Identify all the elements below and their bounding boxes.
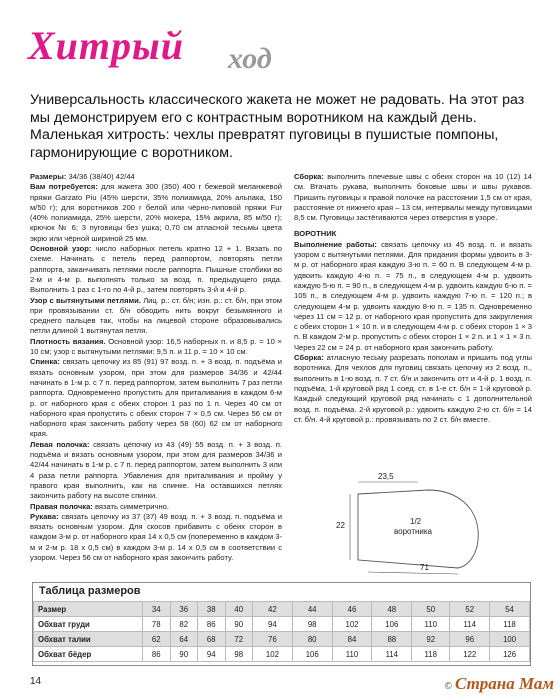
assembly-label: Сборка: [294,172,324,181]
table-cell: 126 [490,647,530,662]
lead-paragraph: Универсальность классического жакета не может не радовать. На этот раз мы демонстрируем его с контрастным воротником на каждый день. Маленькая хитрость: чехлы превратят пуговицы в пушистые помпоны, гармонирующие с воротником. [30,92,525,161]
table-cell: 40 [225,602,253,617]
assembly-text: выполнить плечевые швы с обеих сторон на 10 (12) 14 см. Втачать рукава, выполнить боковые швы и швы рукавов. Пришить пуговицы к правой полочке на расстоянии 1,5 см от края, расстояние от нижнего края – 13 см, интервалы между пуговицами 8,5 см. Пуговицы застёгиваются через отверстия в узоре. [294,172,532,223]
table-cell: 88 [372,632,412,647]
sleeves-label: Рукава: [30,511,59,521]
table-row [34,602,530,617]
right-column [294,172,532,425]
table-cell: 54 [490,602,530,617]
table-cell: 86 [198,617,226,632]
table-row [34,647,530,662]
table-cell: 62 [143,632,171,647]
site-watermark [445,674,555,694]
table-cell: 106 [292,647,332,662]
sizes-text: 34/36 (38/40) 42/44 [68,172,135,181]
table-cell: 86 [143,647,171,662]
table-cell: 114 [372,647,412,662]
collar-heading: ВОРОТНИК [294,229,337,239]
page-title [28,22,288,84]
left-front-label: Левая полочка: [30,439,90,449]
dimension-top-label: 23,5 [378,472,394,481]
left-column [30,172,282,563]
table-cell: 98 [292,617,332,632]
right-front-label: Правая полочка: [30,501,93,511]
finish-label: Сборка: [294,353,324,363]
long-loop-pattern-text: Лиц. р.: ст. б/н; изн. р.: ст. б/н, при этом при провязывании ст. б/н обводить нить вокруг безымянного и среднего пальцев так, чтобы на лицевой стороне образовывались петли длиной 1 вытянутая петля. [30,295,282,336]
basic-pattern-text: число наборных петель кратно 12 + 1. Вязать по схеме. Начинать с петель перед раппортом, повторять петли раппорта, заканчивать петлями после раппорта. Пышные столбики во 2-м и 4-м р. выполнять только за возд. п. предыдущего ряда. Выполнить 1 раз с 1-го по 4-й р., затем повторять 3-й и 4-й р. [30,244,282,295]
size-table [32,582,531,666]
row-label: Обхват талии [34,632,143,647]
table-cell: 98 [225,647,253,662]
need-label: Вам потребуется: [30,182,98,192]
dimension-line-bottom [368,572,458,574]
table-cell: 52 [450,602,490,617]
table-cell: 90 [170,647,198,662]
density-label: Плотность вязания. [30,336,106,346]
back-text: связать цепочку из 85 (91) 97 возд. п. + 3 возд. п. подъёма и вязать основным узором, при этом для размеров 34/36 и 42/44 начинать в 1-м р. с 7 п. перед раппортом, затем выполнить 7 раз петли раппорта. Одновременно пропустить для приталивания в каждом 6-м р. от наборного края с обеих сторон 1 раз по 1 п. Через 40 см от наборного края пропустить с обеих сторон 7 × 0,5 см. Через 56 см от наборного края закончить работу через 58 (60) 62 см от наборного края. [30,357,282,439]
size-table-grid [33,601,530,662]
long-loop-pattern-label: Узор с вытянутыми петлями. [30,295,141,305]
table-cell: 82 [170,617,198,632]
work-text: связать цепочку из 45 возд. п. и вязать узором с вытянутыми петлями. Для придания формы удвоить в 3-м р. от наборного края каждую 3-ю п. = 60 п. В следующем 4-м р. удвоить каждую 4-ю п. = 75 п., в следующем 4-м р. удвоить каждую 5-ю п. = 90 п., в следующем 4-м р. удвоить каждую 6-ю п. = 105 п., в следующем 4-м р. удвоить каждую 7-ю п. = 120 п.; в следующем 4-м р. удвоить каждую 8-ю п. = 135 п. Одновременно через 11 см = 12 р. от наборного края пропустить для закругления с обеих сторон 1 × 10 п. и в следующем 4-м р. с обеих сторон 1 × 3 п. В каждом 2-м р. пропустить с обеих сторон 1 × 2 п. и 1 × 1 × 3 п. Через 22 см = 24 р. от наборного края закончить работу. [294,239,532,352]
row-label: Обхват груди [34,617,143,632]
dimension-side-label: 22 [336,521,345,530]
schema-collar-label: воротника [394,527,433,536]
table-cell: 110 [412,617,450,632]
table-row [34,617,530,632]
row-label: Обхват бёдер [34,647,143,662]
table-cell: 84 [332,632,372,647]
table-cell: 114 [450,617,490,632]
table-cell: 102 [253,647,293,662]
collar-schematic [328,468,488,576]
table-cell: 36 [170,602,198,617]
title-line1: Хитрый [28,23,185,68]
right-front-text: вязать симметрично. [94,501,169,511]
table-cell: 118 [490,617,530,632]
table-cell: 42 [253,602,293,617]
table-cell: 122 [450,647,490,662]
table-cell: 76 [253,632,293,647]
table-cell: 110 [332,647,372,662]
table-cell: 34 [143,602,171,617]
schema-fraction-label: 1/2 [410,517,422,526]
table-row [34,632,530,647]
finish-text: атласную тесьму разрезать пополам и пришить под углы воротника. Для чехлов для пуговиц связать цепочку из 2 возд. п., выполнить в 1-ю возд. п. 7 ст. б/н и закончить отт и 4-й р. 1 возд. п. подъёма, 1-й круговой ряд 1 соед. ст. в 1-е ст. б/н = 1-й круговой р. Каждый следующий круговой ряд начинать с 1 дополнительной возд. п. подъёма. 2-й круговой р.: удвоить каждую 2-ю ст. б/н = 14 ст. б/н. 4-й круговой р.: провязывать по 2 ст. б/н вместе. [294,353,532,424]
basic-pattern-label: Основной узор: [30,244,92,254]
title-line2: ход [228,42,272,75]
work-label: Выполнение работы: [294,239,377,249]
table-cell: 38 [198,602,226,617]
table-cell: 68 [198,632,226,647]
table-cell: 106 [372,617,412,632]
dimension-bottom-label: 71 [420,563,429,572]
sizes-label: Размеры: [30,172,67,181]
table-cell: 44 [292,602,332,617]
row-label: Размер [34,602,143,617]
left-front-text: связать цепочку из 43 (49) 55 возд. п. + 3 возд. п. подъёма и вязать основным узором, при этом для размеров 34/36 и 42/44 начинать в 1-м р. с 7 п. перед раппортом, затем выполнить 3 или 4 раза петли раппорта. Убавления для приталивания и пройму у правого края выполнить, как на спинке. На оставшихся петлях закончить работу на высоте спинки. [30,439,282,501]
back-label: Спинка: [30,357,60,367]
page-number: 14 [30,676,42,687]
table-cell: 102 [332,617,372,632]
sleeves-text: связать цепочку из 37 (37) 49 возд. п. + 3 возд. п. подъёма и вязать основным узором. Для скосов прибавить с обеих сторон в каждом 3-м р. от наборного края 14 x 0,5 см (попеременно в каждом 3-м и 2-м р. 18 x 0,5 см) в каждом 3-м р. 14 x 0,5 см в соответствии с узором. Через 56 см от наборного края закончить работу. [30,511,282,562]
table-cell: 94 [253,617,293,632]
density-text: Основной узор: 16,5 наборных п. и 8,5 р. = 10 × 10 см; узор с вытянутыми петлями: 9,5 п. и 11 р. = 10 × 10 см. [30,336,282,357]
table-cell: 50 [412,602,450,617]
watermark-mark: © [444,681,452,692]
table-cell: 48 [372,602,412,617]
table-cell: 78 [143,617,171,632]
table-cell: 90 [225,617,253,632]
table-cell: 46 [332,602,372,617]
table-cell: 100 [490,632,530,647]
size-table-title: Таблица размеров [39,585,141,597]
watermark-text: Страна Мам [454,674,554,693]
table-cell: 64 [170,632,198,647]
table-cell: 72 [225,632,253,647]
table-cell: 80 [292,632,332,647]
table-cell: 92 [412,632,450,647]
table-cell: 118 [412,647,450,662]
table-cell: 94 [198,647,226,662]
table-cell: 96 [450,632,490,647]
need-text: для жакета 300 (350) 400 г бежевой меланжевой пряжи Garzato Piu (45% шерсти, 35% полиамида, 20% альпака, 150 м/50 г); для воротников 200 г белой или чёрно-липовой пряжи Fur (40% полиамида, 25% шерсти, 20% мохера, 15% акрила, 85 м/50 г); крючок № 6; 3 пуговицы без ушка; 0,70 см атласной тесьмы цвета экрю или чёрной шириной 25 мм. [30,182,282,243]
